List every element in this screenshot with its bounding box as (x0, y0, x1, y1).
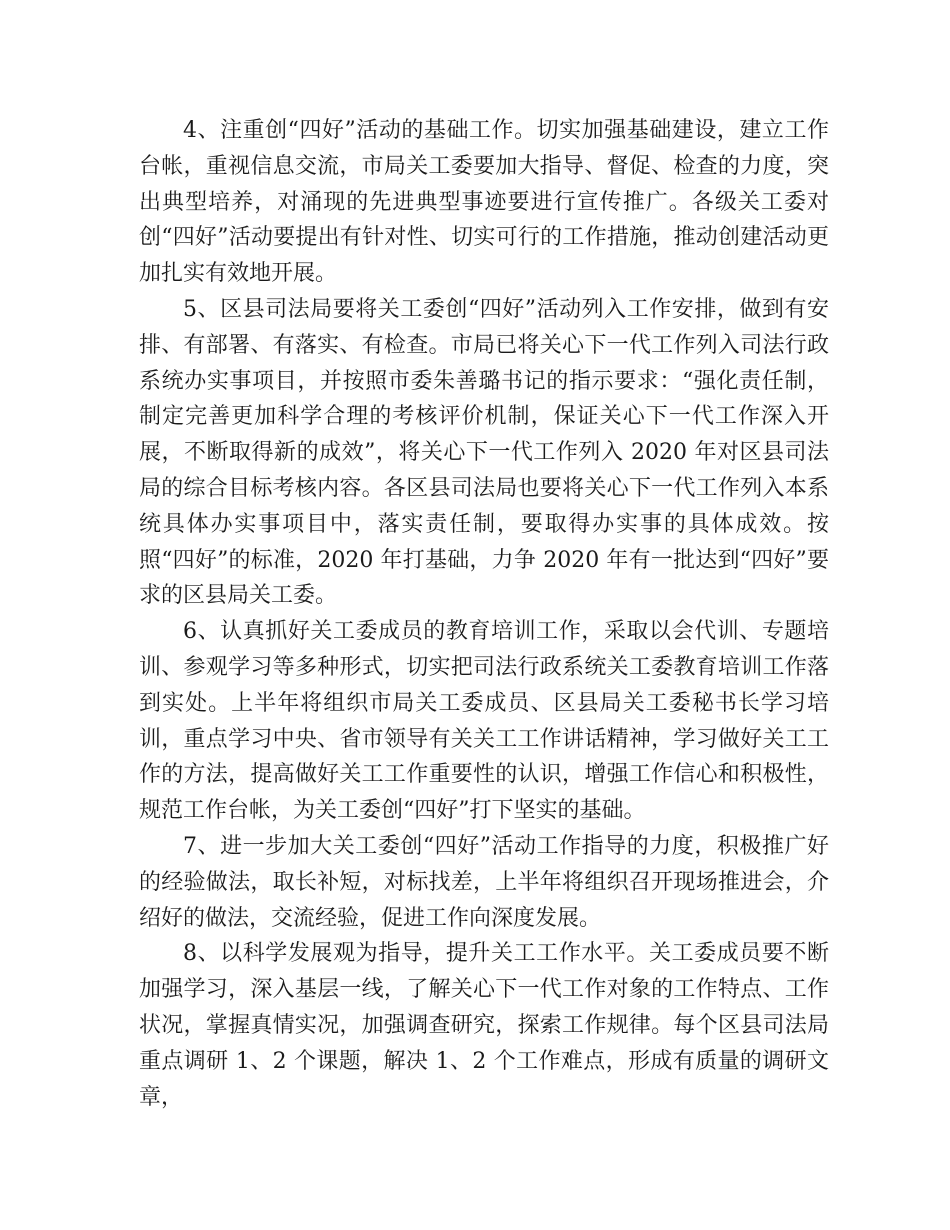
paragraph-item-4: 4、注重创“四好”活动的基础工作。切实加强基础建设，建立工作台帐，重视信息交流，市局关工委要加大指导、督促、检查的力度，突出典型培养，对涌现的先进典型事迹要进行宣传推广。各级关工委对创“四好”活动要提出有针对性、切实可行的工作措施，推动创建活动更加扎实有效地开展。 (139, 118, 829, 287)
paragraph-item-6: 6、认真抓好关工委成员的教育培训工作，采取以会代训、专题培训、参观学习等多种形式，切实把司法行政系统关工委教育培训工作落到实处。上半年将组织市局关工委成员、区县局关工委秘书长学习培训，重点学习中央、省市领导有关关工工作讲话精神，学习做好关工工作的方法，提高做好关工工作重要性的认识，增强工作信心和积极性，规范工作台帐，为关工委创“四好”打下坚实的基础。 (139, 619, 829, 824)
document-body (139, 113, 829, 1115)
paragraph-item-8: 8、以科学发展观为指导，提升关工工作水平。关工委成员要不断加强学习，深入基层一线，了解关心下一代工作对象的工作特点、工作状况，掌握真情实况，加强调查研究，探索工作规律。每个区县司法局重点调研 1、2 个课题，解决 1、2 个工作难点，形成有质量的调研文章， (139, 941, 829, 1110)
paragraph-item-7: 7、进一步加大关工委创“四好”活动工作指导的力度，积极推广好的经验做法，取长补短，对标找差，上半年将组织召开现场推进会，介绍好的做法，交流经验，促进工作向深度发展。 (139, 833, 829, 931)
paragraph-item-5: 5、区县司法局要将关工委创“四好”活动列入工作安排，做到有安排、有部署、有落实、有检查。市局已将关心下一代工作列入司法行政系统办实事项目，并按照市委朱善璐书记的指示要求：“强化责任制，制定完善更加科学合理的考核评价机制，保证关心下一代工作深入开展，不断取得新的成效”，将关心下一代工作列入 2020 年对区县司法局的综合目标考核内容。各区县司法局也要将关心下一代工作列入本系统具体办实事项目中，落实责任制，要取得办实事的具体成效。按照“四好”的标准，2020 年打基础，力争 2020 年有一批达到“四好”要求的区县局关工委。 (139, 296, 829, 609)
